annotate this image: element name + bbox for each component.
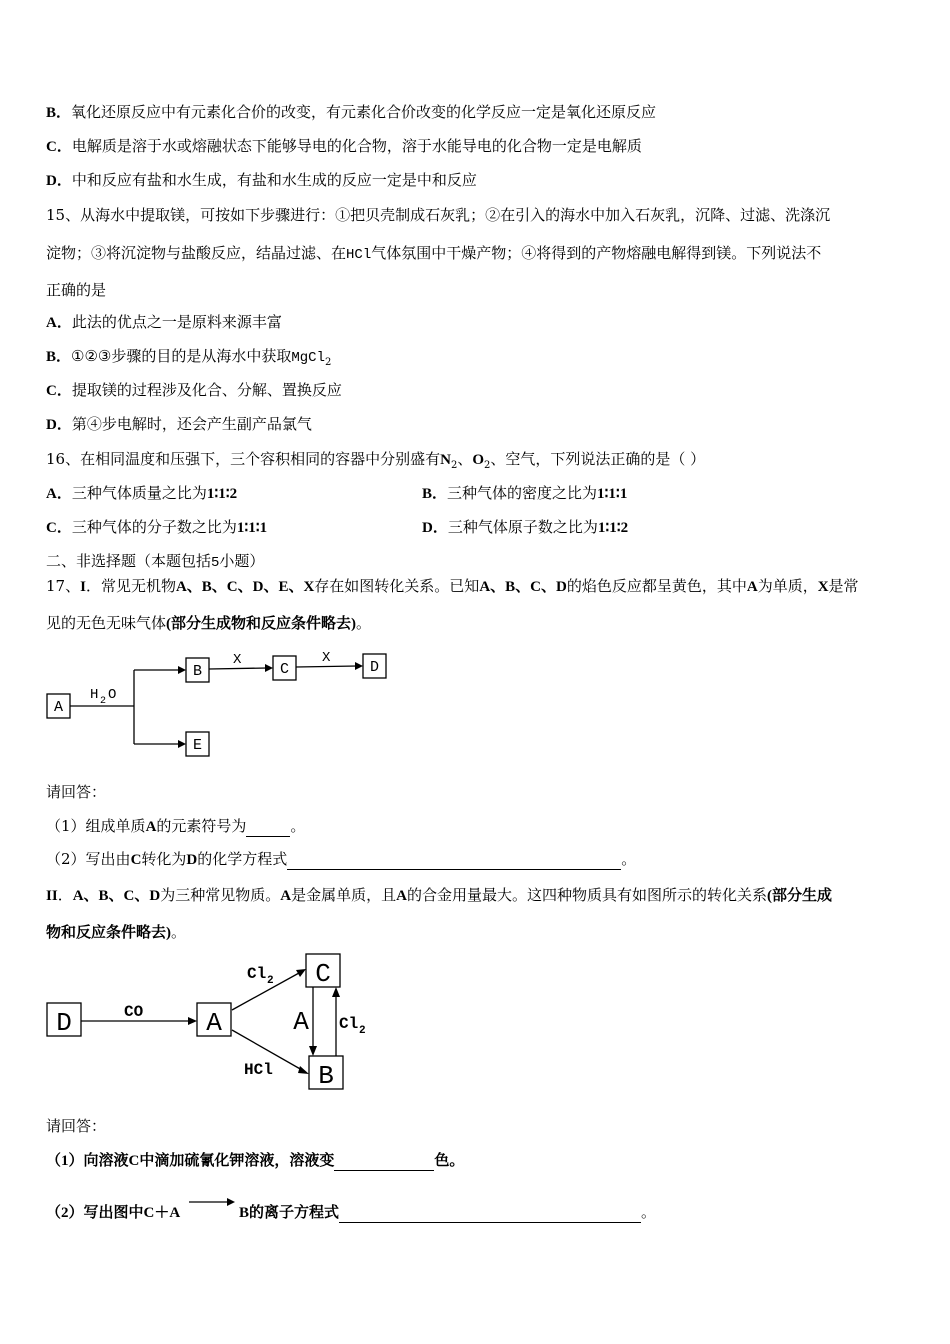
label-cl2-top-sub: 2 bbox=[267, 975, 274, 987]
stem-text: ．常见无机物 bbox=[85, 577, 176, 595]
option-label: B． bbox=[422, 486, 448, 502]
option-ratio: 1∶1∶1 bbox=[597, 486, 628, 502]
text: 是金属单质，且 bbox=[291, 886, 397, 904]
subscript: 2 bbox=[484, 460, 491, 471]
q16-options-row2 bbox=[46, 517, 910, 538]
text: 转化为 bbox=[141, 850, 187, 868]
section-title-end: 小题） bbox=[219, 552, 265, 570]
node-e-label: E bbox=[192, 737, 203, 754]
separator: 、 bbox=[457, 450, 473, 468]
stem-text: 在相同温度和压强下，三个容积相同的容器中分别盛有 bbox=[80, 450, 441, 468]
stem-text: 的焰色反应都呈黄色，其中 bbox=[566, 577, 747, 595]
option-text: 提取镁的过程涉及化合、分解、置换反应 bbox=[71, 381, 342, 399]
text-bold: C bbox=[130, 852, 142, 868]
node-b-label: B bbox=[192, 663, 203, 680]
option-ratio: 1∶1∶1 bbox=[236, 520, 268, 536]
section-heading bbox=[46, 551, 910, 573]
diagram2-conversion bbox=[40, 950, 380, 1095]
q15-stem-line1 bbox=[46, 205, 910, 225]
q17-p1-q1 bbox=[46, 816, 910, 837]
option-text: 三种气体原子数之比为 bbox=[447, 518, 598, 536]
stem-text: 见的无色无味气体 bbox=[46, 614, 167, 632]
arrowhead bbox=[332, 987, 340, 997]
answer-blank[interactable] bbox=[339, 1206, 641, 1223]
text-bold: 的离子方程式 bbox=[249, 1205, 340, 1221]
arrowhead bbox=[355, 662, 363, 670]
option-text: 第④步电解时，还会产生副产品氯气 bbox=[71, 415, 312, 433]
q17-part2-stem-line1 bbox=[46, 885, 910, 906]
option-ratio: 1∶1∶2 bbox=[597, 520, 629, 536]
q15-option-b bbox=[46, 346, 910, 373]
formula-n2: N bbox=[440, 452, 451, 468]
section-count: 5 bbox=[211, 555, 220, 571]
label-hcl: HCl bbox=[244, 1061, 273, 1079]
label-h2o-sub: 2 bbox=[100, 696, 107, 707]
option-text: 三种气体质量之比为 bbox=[71, 484, 207, 502]
q16-option-c bbox=[46, 518, 267, 536]
arrowhead bbox=[298, 1066, 309, 1074]
formula-mgcl2: MgCl bbox=[291, 350, 325, 366]
stem-text: 、空气，下列说法正确的是（ ） bbox=[490, 450, 706, 468]
label-x2: X bbox=[322, 650, 331, 666]
option-label: B． bbox=[46, 349, 72, 365]
node-d-label: D bbox=[369, 659, 380, 676]
q15-option-d bbox=[46, 414, 910, 435]
formula-o2: O bbox=[472, 452, 485, 468]
option-text: 氧化还原反应中有元素化合价的改变，有元素化合价改变的化学反应一定是氧化还原反应 bbox=[71, 103, 657, 121]
option-label: C． bbox=[46, 139, 72, 155]
option-label: D． bbox=[46, 173, 72, 189]
text-bold: 色。 bbox=[434, 1153, 465, 1169]
option-text: ①②③步骤的目的是从海水中获取 bbox=[71, 347, 292, 365]
arrowhead bbox=[178, 666, 186, 674]
stem-text: 从海水中提取镁，可按如下步骤进行：①把贝壳制成石灰乳；②在引入的海水中加入石灰乳，沉降、过滤、洗涤沉 bbox=[80, 206, 831, 224]
label-cl2-top: Cl bbox=[247, 965, 267, 983]
text-bold: A、B、C、D bbox=[72, 888, 161, 904]
text-bold: D bbox=[186, 852, 198, 868]
text-bold: 物和反应条件略去) bbox=[46, 925, 171, 941]
reaction-arrow-icon bbox=[187, 1195, 237, 1209]
answer-blank[interactable] bbox=[287, 853, 621, 870]
text-bold: B bbox=[238, 1205, 249, 1221]
option-text: 三种气体的分子数之比为 bbox=[71, 518, 237, 536]
part-label: II bbox=[46, 888, 58, 904]
node-a-label: A bbox=[206, 1008, 222, 1038]
q16-option-a bbox=[46, 484, 237, 502]
text: 。 bbox=[621, 850, 637, 868]
part-label: I bbox=[80, 579, 86, 595]
please-answer-1 bbox=[46, 782, 910, 802]
q17-part1-stem-line1 bbox=[46, 576, 910, 597]
subquestion-number: （1） bbox=[46, 817, 86, 835]
stem-text: 淀物；③将沉淀物与盐酸反应，结晶过滤、在 bbox=[46, 244, 347, 262]
option-label: C． bbox=[46, 383, 72, 399]
please-answer-2 bbox=[46, 1116, 910, 1136]
subquestion-number: （2） bbox=[46, 1205, 84, 1221]
q16-options-row1 bbox=[46, 483, 910, 504]
q15-stem-line3 bbox=[46, 280, 910, 300]
text: 写出由 bbox=[85, 850, 131, 868]
formula-hcl: HCl bbox=[346, 247, 372, 263]
subscript: 2 bbox=[450, 460, 458, 471]
q15-option-a bbox=[46, 312, 910, 333]
arrow-c-d bbox=[296, 666, 357, 667]
stem-bold: A、B、C、D、E、X bbox=[175, 579, 315, 595]
text: 。 bbox=[641, 1203, 657, 1221]
stem-text: 是常 bbox=[828, 577, 859, 595]
text-bold: (部分生成 bbox=[766, 888, 832, 904]
label-h2o-h: H bbox=[90, 687, 99, 703]
arrow-b-c bbox=[209, 668, 267, 669]
subquestion-number: （1） bbox=[46, 1153, 84, 1169]
question-number: 15、 bbox=[46, 206, 81, 224]
label-h2o-o: O bbox=[108, 687, 117, 703]
option-label: B． bbox=[46, 105, 72, 121]
subscript: 2 bbox=[324, 357, 332, 368]
option-text: 此法的优点之一是原料来源丰富 bbox=[71, 313, 282, 331]
text-bold: A bbox=[145, 819, 157, 835]
stem-bold: (部分生成物和反应条件略去) bbox=[166, 616, 357, 632]
option-text: 电解质是溶于水或熔融状态下能够导电的化合物，溶于水能导电的化合物一定是电解质 bbox=[71, 137, 642, 155]
answer-blank[interactable] bbox=[246, 820, 290, 837]
question-number: 17、 bbox=[46, 577, 81, 595]
text: 。 bbox=[290, 817, 306, 835]
text: 的化学方程式 bbox=[197, 850, 288, 868]
arrowhead bbox=[296, 969, 306, 977]
stem-text: 存在如图转化关系。已知 bbox=[314, 577, 480, 595]
q14-option-b bbox=[46, 102, 910, 123]
q15-stem-line2 bbox=[46, 243, 910, 265]
q16-option-b bbox=[422, 483, 627, 504]
arrowhead bbox=[178, 740, 186, 748]
text-bold: C bbox=[128, 1153, 140, 1169]
label-cl2-right: Cl bbox=[339, 1015, 359, 1033]
q15-option-c bbox=[46, 380, 910, 401]
q17-p1-q2 bbox=[46, 849, 910, 870]
node-a-label: A bbox=[53, 699, 64, 716]
q17-p2-q2 bbox=[46, 1195, 910, 1223]
stem-text: 。 bbox=[356, 614, 372, 632]
label-co: CO bbox=[124, 1003, 144, 1021]
q17-part2-stem-line2 bbox=[46, 922, 910, 943]
text: 组成单质 bbox=[85, 817, 146, 835]
arrowhead bbox=[309, 1046, 317, 1056]
text-bold: 写出图中 bbox=[83, 1205, 144, 1221]
option-label: C． bbox=[46, 520, 72, 536]
q17-p2-q1 bbox=[46, 1150, 910, 1171]
q17-part1-stem-line2 bbox=[46, 613, 910, 634]
text: ． bbox=[57, 886, 73, 904]
q14-option-d bbox=[46, 170, 910, 191]
text: 的元素符号为 bbox=[156, 817, 247, 835]
q14-option-c bbox=[46, 136, 910, 157]
text-bold: 中滴加硫氰化钾溶液，溶液变 bbox=[139, 1153, 335, 1169]
node-d-label: D bbox=[56, 1008, 72, 1038]
label-cl2-right-sub: 2 bbox=[359, 1025, 366, 1037]
text-bold: C＋A bbox=[143, 1205, 181, 1221]
label-a-mid: A bbox=[293, 1007, 309, 1037]
node-c-label: C bbox=[279, 661, 290, 678]
text: 为三种常见物质。 bbox=[160, 886, 281, 904]
label-x1: X bbox=[233, 652, 242, 668]
stem-bold: A bbox=[746, 579, 758, 595]
stem-bold: A、B、C、D bbox=[479, 579, 567, 595]
text-bold: A bbox=[396, 888, 407, 904]
question-number: 16、 bbox=[46, 450, 81, 468]
node-c-label: C bbox=[315, 959, 331, 989]
option-label: A． bbox=[46, 486, 72, 502]
arrowhead bbox=[265, 664, 273, 672]
option-text: 三种气体的密度之比为 bbox=[447, 484, 598, 502]
stem-text: 正确的是 bbox=[46, 281, 107, 299]
subquestion-number: （2） bbox=[46, 850, 86, 868]
text-bold: A bbox=[280, 888, 292, 904]
please-answer-text: 请回答： bbox=[46, 1117, 107, 1135]
please-answer-text: 请回答： bbox=[46, 783, 107, 801]
stem-text: 气体氛围中干燥产物；④将得到的产物熔融电解得到镁。下列说法不 bbox=[371, 244, 822, 262]
text: 的合金用量最大。这四种物质具有如图所示的转化关系 bbox=[406, 886, 767, 904]
option-ratio: 1∶1∶2 bbox=[206, 486, 238, 502]
answer-blank[interactable] bbox=[334, 1154, 434, 1171]
option-text: 中和反应有盐和水生成，有盐和水生成的反应一定是中和反应 bbox=[71, 171, 477, 189]
text-bold: 向溶液 bbox=[83, 1153, 129, 1169]
option-label: D． bbox=[422, 520, 448, 536]
q16-stem bbox=[46, 449, 910, 476]
arrowhead bbox=[188, 1017, 197, 1025]
stem-text: 为单质， bbox=[757, 577, 818, 595]
option-label: D． bbox=[46, 417, 72, 433]
diagram1-conversion bbox=[40, 648, 400, 764]
text: 。 bbox=[171, 923, 187, 941]
section-title: 二、非选择题（本题包括 bbox=[46, 552, 212, 570]
node-b-label: B bbox=[318, 1061, 334, 1091]
option-label: A． bbox=[46, 315, 72, 331]
stem-bold: X bbox=[817, 579, 829, 595]
q16-option-d bbox=[422, 517, 628, 538]
